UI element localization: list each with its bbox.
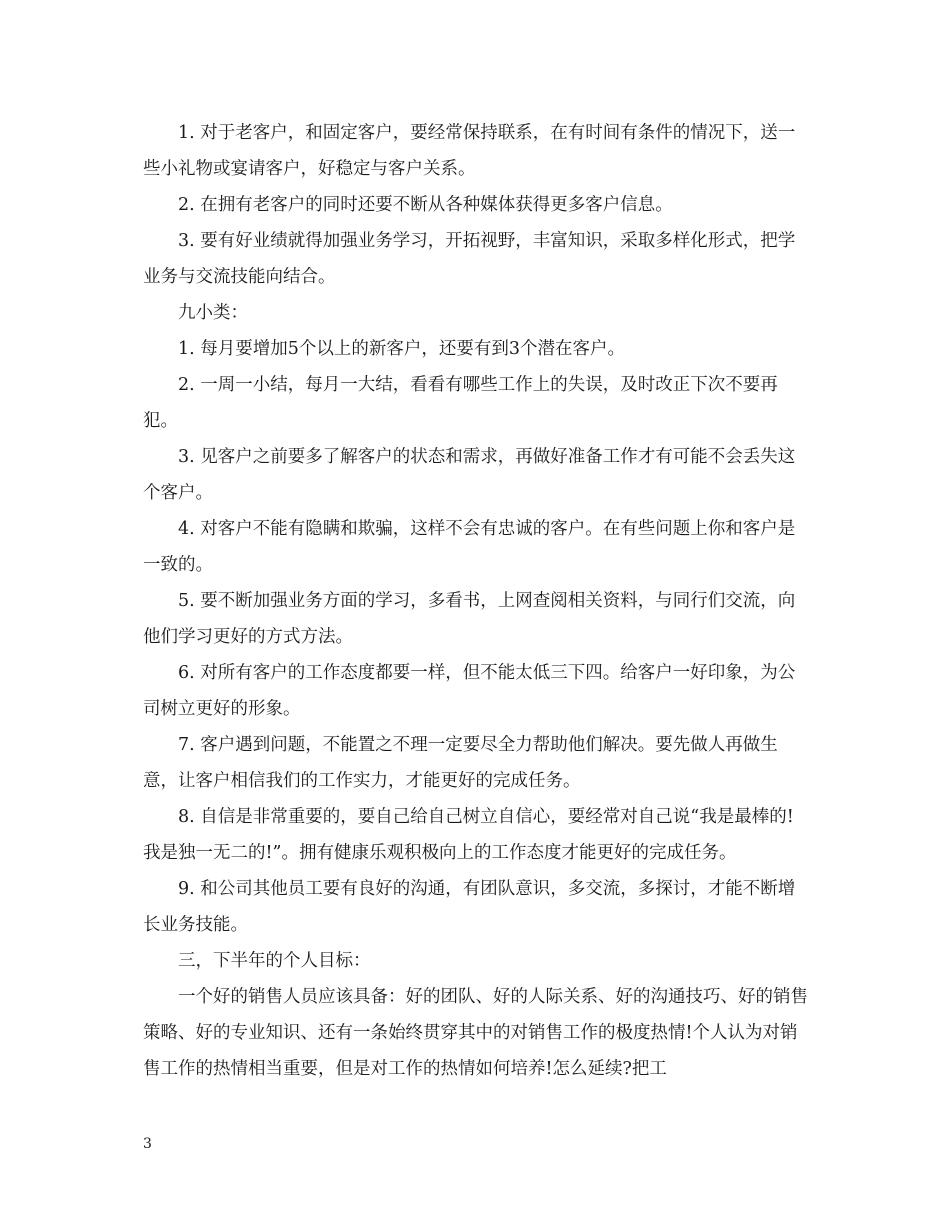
section-heading-nine-categories: 九小类： [178,303,248,323]
page-number: 3 [143,1136,152,1152]
paragraph-7: 3. 见客户之前要多了解客户的状态和需求，再做好准备工作才有可能不会丢失这个客户。 [143,447,796,503]
paragraph-9: 5. 要不断加强业务方面的学习，多看书，上网查阅相关资料，与同行们交流，向他们学习更好的方式方法。 [143,591,796,647]
paragraph-15: 一个好的销售人员应该具备：好的团队、好的人际关系、好的沟通技巧、好的销售策略、好的专业知识、还有一条始终贯穿其中的对销售工作的极度热情!个人认为对销售工作的热情相当重要，但是对工作的热情如何培养!怎么延续?把工 [143,987,808,1079]
paragraph-1: 1. 对于老客户，和固定客户，要经常保持联系，在有时间有条件的情况下，送一些小礼物或宴请客户，好稳定与客户关系。 [143,123,796,179]
paragraph-11: 7. 客户遇到问题，不能置之不理一定要尽全力帮助他们解决。要先做人再做生意，让客户相信我们的工作实力，才能更好的完成任务。 [143,735,778,791]
paragraph-10: 6. 对所有客户的工作态度都要一样，但不能太低三下四。给客户一好印象，为公司树立更好的形象。 [143,663,796,719]
paragraph-13: 9. 和公司其他员工要有良好的沟通，有团队意识，多交流，多探讨，才能不断增长业务技能。 [143,879,796,935]
paragraph-12: 8. 自信是非常重要的，要自己给自己树立自信心，要经常对自己说“我是最棒的!我是独一无二的!”。拥有健康乐观积极向上的工作态度才能更好的完成任务。 [143,807,794,863]
paragraph-5: 1. 每月要增加5个以上的新客户，还要有到3个潜在客户。 [178,339,626,359]
section-heading-second-half-goals: 三，下半年的个人目标： [178,951,371,971]
paragraph-2: 2. 在拥有老客户的同时还要不断从各种媒体获得更多客户信息。 [178,195,673,215]
paragraph-3: 3. 要有好业绩就得加强业务学习，开拓视野，丰富知识，采取多样化形式，把学业务与交流技能向结合。 [143,231,796,287]
paragraph-8: 4. 对客户不能有隐瞒和欺骗，这样不会有忠诚的客户。在有些问题上你和客户是一致的。 [143,519,796,575]
paragraph-6: 2. 一周一小结，每月一大结，看看有哪些工作上的失误，及时改正下次不要再犯。 [143,375,778,431]
document-body [143,115,808,1087]
